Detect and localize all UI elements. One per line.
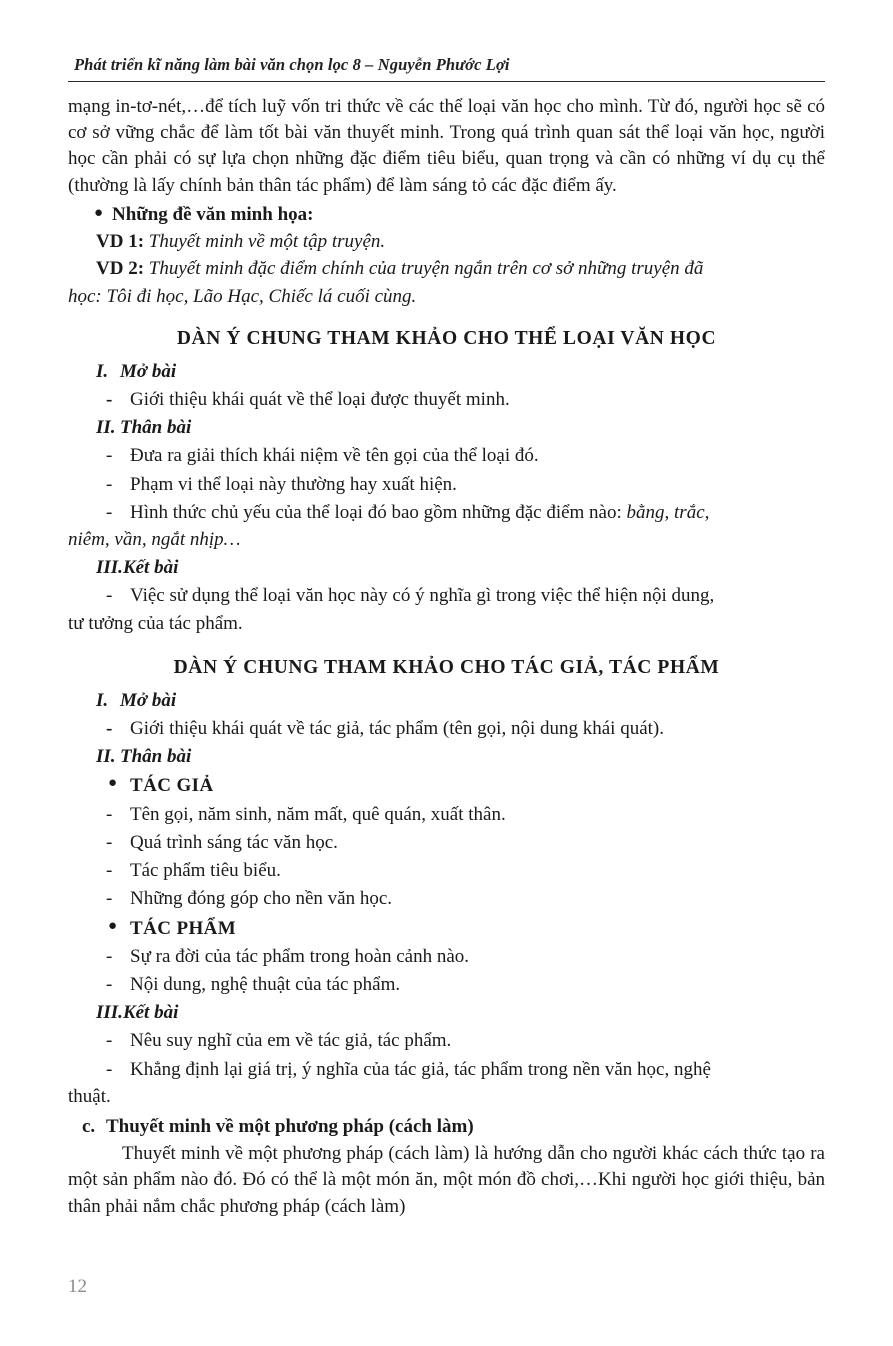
s1-item-2 <box>68 443 825 469</box>
s1-heading-mo-bai-num: I. <box>96 360 109 382</box>
s1-item-1 <box>68 387 825 413</box>
example-1-text: Thuyết minh về một tập truyện. <box>148 231 386 253</box>
s2-item-7-text: Nội dung, nghệ thuật của tác phẩm. <box>130 973 401 995</box>
s2-item-4-text: Tác phẩm tiêu biểu. <box>130 860 281 882</box>
s2-subsection-tac-gia <box>68 773 825 799</box>
dash-marker-icon: - <box>106 1030 113 1052</box>
subsection-c-letter: c. <box>82 1116 96 1138</box>
document-body <box>68 94 825 1220</box>
header-divider <box>68 81 825 82</box>
s2-item-6-text: Sự ra đời của tác phẩm trong hoàn cảnh nào. <box>130 945 470 967</box>
dash-marker-icon: - <box>106 445 113 467</box>
s2-heading-ket-bai-num: III. <box>96 1002 123 1024</box>
dash-marker-icon: - <box>106 860 113 882</box>
s1-item-2-text: Đưa ra giải thích khái niệm về tên gọi của thể loại đó. <box>130 445 539 467</box>
example-2-text: Thuyết minh đặc điểm chính của truyện ngắn trên cơ sở những truyện đã <box>148 258 704 280</box>
section-title-tac-gia-tac-pham: DÀN Ý CHUNG THAM KHẢO CHO TÁC GIẢ, TÁC PHẨM <box>173 656 720 678</box>
bullet-dot-icon: ● <box>108 917 118 934</box>
s1-item-4-emphasis: bằng, trắc, <box>626 501 710 523</box>
s2-heading-mo-bai <box>68 688 825 714</box>
s1-item-4 <box>68 500 825 526</box>
s2-item-2-text: Tên gọi, năm sinh, năm mất, quê quán, xuất thân. <box>130 803 506 825</box>
subsection-c-title: Thuyết minh về một phương pháp (cách làm) <box>106 1116 474 1138</box>
s2-item-5-text: Những đóng góp cho nền văn học. <box>130 888 393 910</box>
subsection-c <box>68 1114 825 1140</box>
s1-item-4-text: Hình thức chủ yếu của thể loại đó bao gồm những đặc điểm nào: <box>130 501 627 523</box>
s2-heading-ket-bai-label: Kết bài <box>122 1002 179 1024</box>
s2-item-9-text: Khẳng định lại giá trị, ý nghĩa của tác giả, tác phẩm trong nền văn học, nghệ <box>130 1058 711 1080</box>
s2-subsection-tac-pham <box>68 916 825 942</box>
dash-marker-icon: - <box>106 973 113 995</box>
s1-heading-than-bai-num: II. <box>96 417 116 439</box>
dash-marker-icon: - <box>106 585 113 607</box>
s1-heading-than-bai <box>68 415 825 441</box>
s2-item-3 <box>68 830 825 856</box>
example-1-label: VD 1: <box>96 231 145 253</box>
s1-item-1-text: Giới thiệu khái quát về thể loại được thuyết minh. <box>130 388 510 410</box>
s2-item-7 <box>68 972 825 998</box>
s1-item-5-continuation: tư tưởng của tác phẩm. <box>68 612 243 634</box>
bullet-dot-icon: ● <box>94 204 104 221</box>
s1-heading-ket-bai-label: Kết bài <box>122 557 179 579</box>
s1-item-4-continuation: niêm, vần, ngắt nhịp… <box>68 528 241 550</box>
s2-subsection-tac-gia-label: TÁC GIẢ <box>130 775 214 797</box>
example-2-continuation: học: Tôi đi học, Lão Hạc, Chiếc lá cuối cùng. <box>68 285 417 307</box>
s2-heading-than-bai-label: Thân bài <box>120 746 192 768</box>
final-paragraph <box>68 1141 825 1220</box>
s2-subsection-tac-pham-label: TÁC PHẨM <box>130 917 237 939</box>
s2-heading-mo-bai-num: I. <box>96 689 109 711</box>
opening-paragraph: mạng in-tơ-nét,…để tích luỹ vốn tri thức về các thể loại văn học cho mình. Từ đó, người học sẽ có cơ sở vững chắc để làm tốt bài văn thuyết minh. Trong quá trình quan sát thể loại văn học, người học cần phải có sự lựa chọn những đặc điểm tiêu biểu, quan trọng và cần có những ví dụ cụ thể (thường là lấy chính bản thân tác phẩm) để làm sáng tỏ các đặc điểm ấy. <box>68 96 825 196</box>
s1-item-5-text: Việc sử dụng thể loại văn học này có ý nghĩa gì trong việc thể hiện nội dung, <box>130 585 715 607</box>
s2-item-4 <box>68 858 825 884</box>
s2-item-1 <box>68 716 825 742</box>
dash-marker-icon: - <box>106 473 113 495</box>
bullet-dot-icon: ● <box>108 775 118 792</box>
s1-heading-than-bai-label: Thân bài <box>120 417 192 439</box>
dash-marker-icon: - <box>106 501 113 523</box>
example-1 <box>68 229 825 255</box>
s2-item-5 <box>68 886 825 912</box>
s2-item-1-text: Giới thiệu khái quát về tác giả, tác phẩm (tên gọi, nội dung khái quát). <box>130 717 664 739</box>
s2-item-3-text: Quá trình sáng tác văn học. <box>130 831 338 853</box>
s1-item-3-text: Phạm vi thể loại này thường hay xuất hiện. <box>130 473 457 495</box>
s2-item-9-continuation: thuật. <box>68 1085 111 1107</box>
s1-item-3 <box>68 472 825 498</box>
s1-heading-mo-bai-label: Mở bài <box>120 360 177 382</box>
final-paragraph-text: Thuyết minh về một phương pháp (cách làm) là hướng dẫn cho người khác cách thức tạo ra một sản phẩm nào đó. Đó có thể là một món ăn, một món đồ chơi,…Khi người học giới thiệu, bản thân phải nắm chắc phương pháp (cách làm) <box>68 1143 825 1217</box>
dash-marker-icon: - <box>106 717 113 739</box>
example-2 <box>68 256 825 282</box>
example-2-label: VD 2: <box>96 258 145 280</box>
s2-item-6 <box>68 944 825 970</box>
s1-heading-ket-bai <box>68 555 825 581</box>
bullet-van-minh-hoa <box>68 202 825 228</box>
s2-item-8 <box>68 1028 825 1054</box>
s1-item-5 <box>68 583 825 609</box>
bullet-van-minh-hoa-label: Những đề văn minh họa: <box>112 203 314 225</box>
dash-marker-icon: - <box>106 945 113 967</box>
page-number: 12 <box>68 1276 87 1297</box>
running-header: Phát triển kĩ năng làm bài văn chọn lọc 8 – Nguyễn Phước Lợi <box>74 55 510 74</box>
s2-item-8-text: Nêu suy nghĩ của em về tác giả, tác phẩm. <box>130 1030 452 1052</box>
s2-heading-than-bai <box>68 744 825 770</box>
dash-marker-icon: - <box>106 1058 113 1080</box>
section-title-the-loai-van-hoc: DÀN Ý CHUNG THAM KHẢO CHO THỂ LOẠI VĂN HỌC <box>176 327 717 349</box>
dash-marker-icon: - <box>106 888 113 910</box>
s1-heading-ket-bai-num: III. <box>96 557 123 579</box>
s1-heading-mo-bai <box>68 359 825 385</box>
dash-marker-icon: - <box>106 803 113 825</box>
s2-heading-ket-bai <box>68 1000 825 1026</box>
s2-item-9 <box>68 1057 825 1083</box>
s2-item-2 <box>68 802 825 828</box>
dash-marker-icon: - <box>106 388 113 410</box>
dash-marker-icon: - <box>106 831 113 853</box>
s2-heading-mo-bai-label: Mở bài <box>120 689 177 711</box>
s2-heading-than-bai-num: II. <box>96 746 116 768</box>
